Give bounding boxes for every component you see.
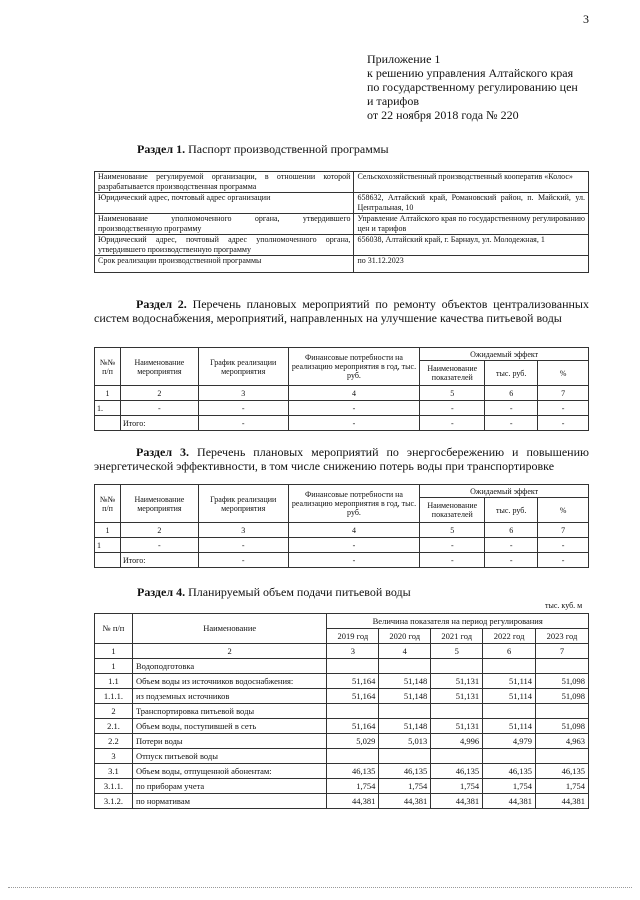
value-cell (483, 704, 536, 719)
value-cell: 51,148 (379, 719, 431, 734)
value-cell: 51,131 (431, 674, 483, 689)
value-cell (327, 659, 379, 674)
value-cell: 44,381 (431, 794, 483, 809)
passport-value: 658632, Алтайский край, Романовский район, п. Майский, ул. Центральная, 10 (354, 193, 589, 214)
header-num: №№ п/п (95, 348, 121, 386)
value-cell: 51,148 (379, 674, 431, 689)
section2-text: Перечень плановых мероприятий по ремонту объектов централизованных систем водоснабжения, мероприятий, направленных на улучшение качества питьевой воды (94, 297, 589, 325)
index-cell: 4 (288, 386, 420, 401)
value-cell (483, 659, 536, 674)
passport-value: Управление Алтайского края по государственному регулированию цен и тарифов (354, 214, 589, 235)
appendix-block (367, 52, 578, 122)
passport-row (95, 214, 589, 235)
measures-table-section2 (94, 347, 589, 431)
cell: - (538, 538, 589, 553)
passport-value: Сельскохозяйственный производственный кооператив «Колос» (354, 172, 589, 193)
year-header: 2021 год (431, 629, 483, 644)
value-cell: 1,754 (536, 779, 589, 794)
index-cell: 4 (379, 644, 431, 659)
index-row (95, 523, 589, 538)
value-cell: 1,754 (483, 779, 536, 794)
total-label: Итого: (120, 416, 198, 431)
value-cell (379, 749, 431, 764)
row-name: из подземных источников (132, 689, 326, 704)
value-cell: 46,135 (379, 764, 431, 779)
year-header: 2019 год (327, 629, 379, 644)
passport-key: Наименование уполномоченного органа, утвердившего производственную программу (95, 214, 354, 235)
header-schedule: График реализации мероприятия (198, 348, 288, 386)
value-cell (431, 659, 483, 674)
passport-row (95, 256, 589, 273)
row-name: Отпуск питьевой воды (132, 749, 326, 764)
section3-label: Раздел 3. (136, 445, 190, 459)
value-cell (431, 704, 483, 719)
header-num: №№ п/п (95, 485, 121, 523)
cell: - (485, 553, 538, 568)
cell: - (538, 553, 589, 568)
value-cell: 51,164 (327, 719, 379, 734)
cell: - (288, 416, 420, 431)
value-cell: 51,131 (431, 689, 483, 704)
section1-heading (137, 142, 389, 157)
row-name: по нормативам (132, 794, 326, 809)
value-cell: 46,135 (431, 764, 483, 779)
appendix-line: и тарифов (367, 94, 420, 108)
value-cell: 1,754 (327, 779, 379, 794)
value-cell: 51,114 (483, 719, 536, 734)
total-row (95, 553, 589, 568)
table-row (95, 719, 589, 734)
year-header: 2023 год (536, 629, 589, 644)
units-label: тыс. куб. м (545, 601, 583, 610)
value-cell (536, 704, 589, 719)
index-cell: 6 (485, 523, 538, 538)
row-name: по приборам учета (132, 779, 326, 794)
index-cell: 3 (198, 523, 288, 538)
index-cell: 2 (132, 644, 326, 659)
value-cell: 46,135 (483, 764, 536, 779)
index-cell: 5 (431, 644, 483, 659)
index-cell: 6 (483, 644, 536, 659)
table-row (95, 734, 589, 749)
value-cell: 51,098 (536, 674, 589, 689)
cell: - (485, 401, 538, 416)
section4-heading (137, 585, 411, 600)
value-cell (327, 704, 379, 719)
value-cell (327, 749, 379, 764)
index-cell: 1 (95, 386, 121, 401)
header-indicators: Наименование показателей (420, 361, 485, 386)
value-cell: 5,029 (327, 734, 379, 749)
row-num: 2 (95, 704, 133, 719)
passport-row (95, 235, 589, 256)
passport-value: по 31.12.2023 (354, 256, 589, 273)
section4-title: Планируемый объем подачи питьевой воды (188, 585, 411, 599)
section4-label: Раздел 4. (137, 585, 186, 599)
water-volume-table (94, 613, 589, 809)
passport-key: Наименование регулируемой организации, в отношении которой разрабатывается производственная программа (95, 172, 354, 193)
row-name: Объем воды из источников водоснабжения: (132, 674, 326, 689)
index-cell: 3 (198, 386, 288, 401)
passport-row (95, 193, 589, 214)
passport-table (94, 171, 589, 273)
value-cell: 51,098 (536, 719, 589, 734)
cell: - (120, 401, 198, 416)
value-cell: 4,979 (483, 734, 536, 749)
table-row (95, 779, 589, 794)
cell: - (198, 401, 288, 416)
table-row (95, 659, 589, 674)
header-effect: Ожидаемый эффект (420, 485, 589, 498)
value-cell (379, 659, 431, 674)
table-row (95, 401, 589, 416)
header-finance: Финансовые потребности на реализацию мероприятия в год, тыс. руб. (288, 348, 420, 386)
value-cell: 1,754 (379, 779, 431, 794)
index-cell: 1 (95, 644, 133, 659)
index-cell: 5 (420, 386, 485, 401)
cell: - (120, 538, 198, 553)
index-cell: 4 (288, 523, 420, 538)
cell: - (420, 538, 485, 553)
value-cell: 4,996 (431, 734, 483, 749)
section3-heading (94, 445, 589, 473)
index-cell: 2 (120, 386, 198, 401)
passport-key: Юридический адрес, почтовый адрес уполномоченного органа, утвердившего производственную программу (95, 235, 354, 256)
passport-key: Юридический адрес, почтовый адрес организации (95, 193, 354, 214)
cell: - (538, 416, 589, 431)
total-label: Итого: (120, 553, 198, 568)
year-header: 2022 год (483, 629, 536, 644)
header-pct: % (538, 361, 589, 386)
row-num: 3.1 (95, 764, 133, 779)
cell (95, 416, 121, 431)
year-header: 2020 год (379, 629, 431, 644)
value-cell: 51,148 (379, 689, 431, 704)
value-cell: 44,381 (327, 794, 379, 809)
header-name: Наименование мероприятия (120, 485, 198, 523)
section2-label: Раздел 2. (136, 297, 187, 311)
index-cell: 7 (536, 644, 589, 659)
header-pct: % (538, 498, 589, 523)
appendix-line: по государственному регулированию цен (367, 80, 578, 94)
index-row (95, 386, 589, 401)
index-row (95, 644, 589, 659)
table-row (95, 538, 589, 553)
passport-value: 656038, Алтайский край, г. Барнаул, ул. Молодежная, 1 (354, 235, 589, 256)
index-cell: 5 (420, 523, 485, 538)
header-schedule: График реализации мероприятия (198, 485, 288, 523)
index-cell: 1 (95, 523, 121, 538)
row-num: 3.1.2. (95, 794, 133, 809)
row-num: 1 (95, 538, 121, 553)
index-cell: 7 (538, 386, 589, 401)
row-name: Объем воды, поступившей в сеть (132, 719, 326, 734)
cell: - (288, 401, 420, 416)
index-cell: 6 (485, 386, 538, 401)
header-rub: тыс. руб. (485, 498, 538, 523)
value-cell (379, 704, 431, 719)
passport-key: Срок реализации производственной программы (95, 256, 354, 273)
table-row (95, 764, 589, 779)
table-row (95, 749, 589, 764)
page-bottom-divider (8, 887, 632, 888)
value-cell: 5,013 (379, 734, 431, 749)
cell: - (198, 538, 288, 553)
cell: - (288, 538, 420, 553)
appendix-line: Приложение 1 (367, 52, 441, 66)
header-name: Наименование мероприятия (120, 348, 198, 386)
total-row (95, 416, 589, 431)
row-num: 1.1.1. (95, 689, 133, 704)
row-num: 3 (95, 749, 133, 764)
row-num: 1. (95, 401, 121, 416)
row-num: 1 (95, 659, 133, 674)
row-num: 2.1. (95, 719, 133, 734)
value-cell (483, 749, 536, 764)
cell: - (420, 401, 485, 416)
value-cell (536, 659, 589, 674)
value-cell (536, 749, 589, 764)
cell: - (485, 416, 538, 431)
cell: - (485, 538, 538, 553)
value-cell: 51,114 (483, 689, 536, 704)
header-num: № п/п (95, 614, 133, 644)
table-row (95, 689, 589, 704)
section1-title: Паспорт производственной программы (188, 142, 389, 156)
cell: - (420, 416, 485, 431)
row-name: Водоподготовка (132, 659, 326, 674)
section2-heading (94, 297, 589, 325)
row-name: Потери воды (132, 734, 326, 749)
row-name: Объем воды, отпущенной абонентам: (132, 764, 326, 779)
value-cell: 4,963 (536, 734, 589, 749)
measures-table-section3 (94, 484, 589, 568)
value-cell: 46,135 (536, 764, 589, 779)
appendix-line: к решению управления Алтайского края (367, 66, 574, 80)
table-row (95, 794, 589, 809)
table-row (95, 674, 589, 689)
index-cell: 3 (327, 644, 379, 659)
index-cell: 2 (120, 523, 198, 538)
header-finance: Финансовые потребности на реализацию мероприятия в год, тыс. руб. (288, 485, 420, 523)
header-name: Наименование (132, 614, 326, 644)
section3-text: Перечень плановых мероприятий по энергосбережению и повышению энергетической эффективности, в том числе снижению потерь воды при транспортировке (94, 445, 589, 473)
row-num: 2.2 (95, 734, 133, 749)
value-cell: 51,164 (327, 674, 379, 689)
cell: - (538, 401, 589, 416)
header-effect: Ожидаемый эффект (420, 348, 589, 361)
index-cell: 7 (538, 523, 589, 538)
appendix-line: от 22 ноября 2018 года № 220 (367, 108, 519, 122)
value-cell: 44,381 (379, 794, 431, 809)
value-cell (431, 749, 483, 764)
header-rub: тыс. руб. (485, 361, 538, 386)
value-cell: 51,114 (483, 674, 536, 689)
section1-label: Раздел 1. (137, 142, 186, 156)
value-cell: 51,098 (536, 689, 589, 704)
value-cell: 51,164 (327, 689, 379, 704)
value-cell: 46,135 (327, 764, 379, 779)
page-number: 3 (583, 12, 589, 26)
value-cell: 51,131 (431, 719, 483, 734)
value-cell: 44,381 (483, 794, 536, 809)
value-cell: 1,754 (431, 779, 483, 794)
cell (95, 553, 121, 568)
passport-row (95, 172, 589, 193)
cell: - (420, 553, 485, 568)
row-name: Транспортировка питьевой воды (132, 704, 326, 719)
value-cell: 44,381 (536, 794, 589, 809)
cell: - (198, 553, 288, 568)
row-num: 1.1 (95, 674, 133, 689)
cell: - (288, 553, 420, 568)
table-row (95, 704, 589, 719)
cell: - (198, 416, 288, 431)
header-indicators: Наименование показателей (420, 498, 485, 523)
header-period: Величина показателя на период регулирования (327, 614, 589, 629)
row-num: 3.1.1. (95, 779, 133, 794)
